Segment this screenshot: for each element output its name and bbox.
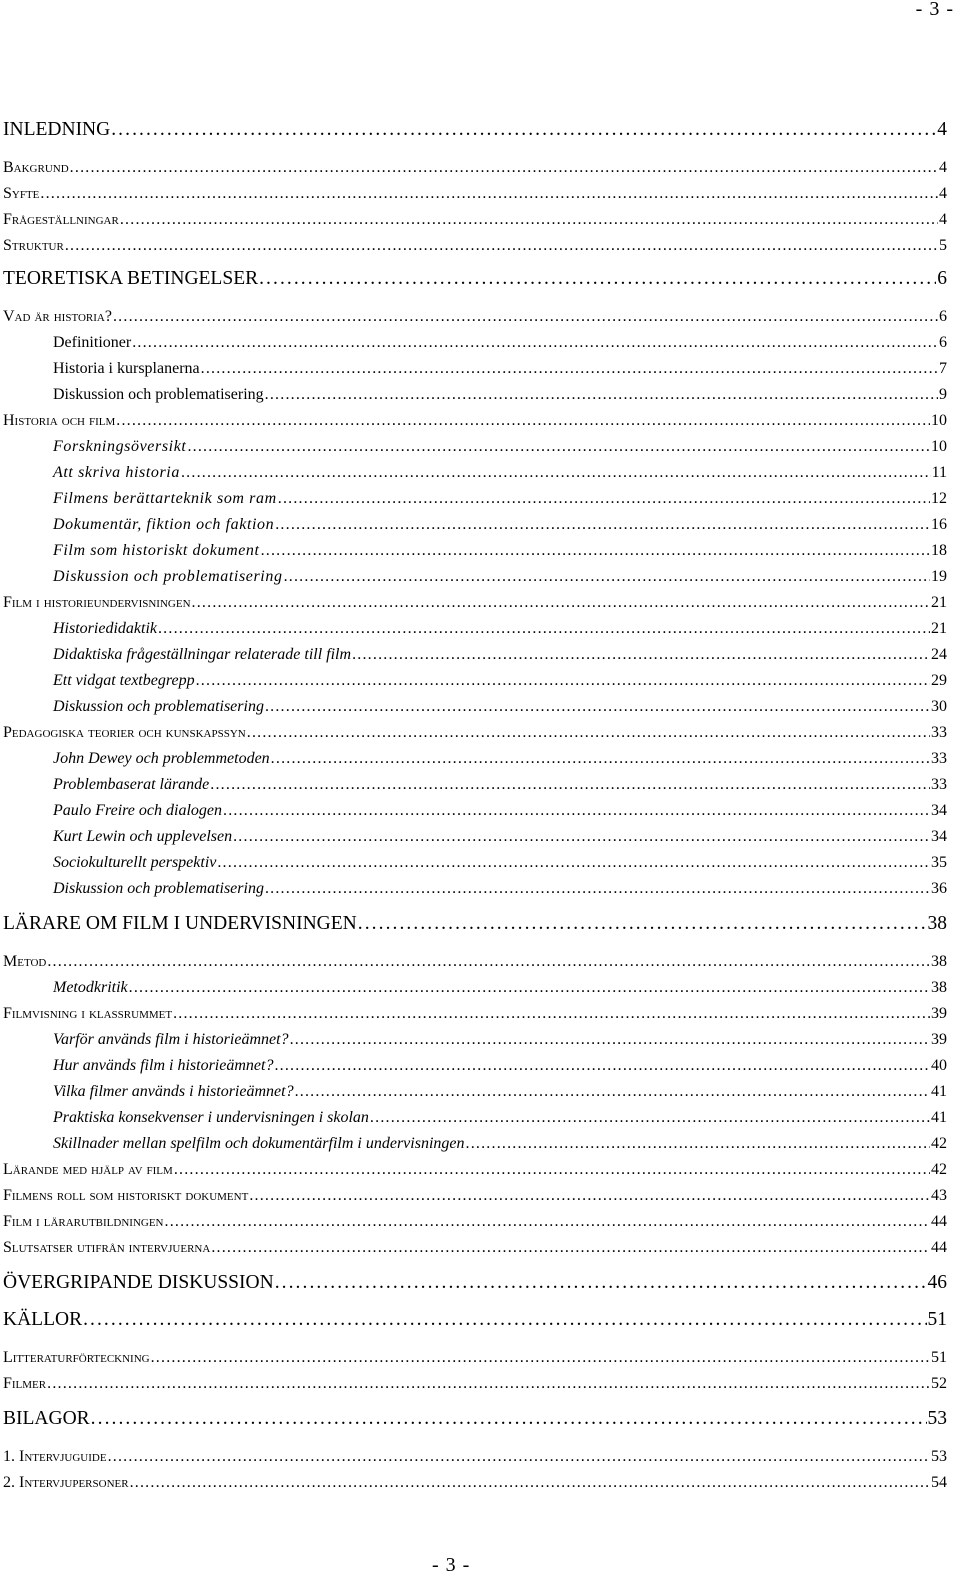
toc-entry-page: 51 — [927, 1309, 947, 1330]
toc-entry[interactable] — [3, 1001, 947, 1027]
toc-entry[interactable] — [3, 460, 947, 486]
toc-entry-title: BILAGOR — [3, 1408, 90, 1429]
toc-entry-page: 54 — [931, 1474, 947, 1491]
toc-entry-page: 38 — [931, 979, 947, 996]
toc-entry-page: 33 — [931, 750, 947, 767]
toc-entry-page: 11 — [931, 464, 947, 481]
toc-entry-page: 5 — [939, 237, 947, 254]
toc-dot-leader — [91, 1405, 927, 1432]
toc-entry[interactable] — [3, 1444, 947, 1470]
toc-entry-title: Litteraturförteckning — [3, 1349, 150, 1366]
toc-entry-title: Praktiska konsekvenser i undervisningen i skolan — [53, 1109, 369, 1126]
toc-dot-leader — [47, 949, 930, 975]
toc-entry-title: Struktur — [3, 237, 64, 254]
toc-dot-leader — [113, 304, 938, 330]
toc-entry[interactable] — [3, 772, 947, 798]
toc-entry-page: 46 — [927, 1272, 947, 1293]
toc-entry-title: Kurt Lewin och upplevelsen — [53, 828, 233, 845]
toc-entry[interactable] — [3, 538, 947, 564]
toc-entry[interactable] — [3, 590, 947, 616]
toc-dot-leader — [274, 1053, 930, 1079]
toc-entry-title: 1. Intervjuguide — [3, 1448, 107, 1465]
toc-dot-leader — [278, 486, 930, 512]
toc-entry-page: 4 — [937, 119, 947, 140]
toc-entry-title: Sociokulturellt perspektiv — [53, 854, 217, 871]
toc-entry[interactable] — [3, 910, 947, 937]
toc-entry[interactable] — [3, 642, 947, 668]
toc-entry-title: Diskussion och problematisering — [53, 386, 264, 403]
toc-entry-title: Film i lärarutbildningen — [3, 1213, 164, 1230]
toc-entry-title: Skillnader mellan spelfilm och dokumentärfilm i undervisningen — [53, 1135, 465, 1152]
toc-entry[interactable] — [3, 1131, 947, 1157]
toc-entry[interactable] — [3, 512, 947, 538]
toc-entry-title: Forskningsöversikt — [53, 438, 187, 455]
toc-dot-leader — [265, 382, 938, 408]
toc-entry[interactable] — [3, 1183, 947, 1209]
toc-dot-leader — [259, 265, 936, 292]
toc-entry-title: TEORETISKA BETINGELSER — [3, 268, 259, 289]
toc-dot-leader — [217, 850, 930, 876]
page-number-top: - 3 - — [915, 0, 954, 20]
toc-entry-page: 39 — [931, 1031, 947, 1048]
toc-entry[interactable] — [3, 330, 947, 356]
toc-entry-page: 44 — [931, 1239, 947, 1256]
toc-dot-leader — [158, 616, 930, 642]
toc-dot-leader — [265, 876, 930, 902]
toc-entry[interactable] — [3, 1269, 947, 1296]
toc-entry-title: Dokumentär, fiktion och faktion — [53, 516, 275, 533]
toc-dot-leader — [151, 1345, 930, 1371]
toc-entry-page: 38 — [927, 913, 947, 934]
toc-dot-leader — [192, 590, 930, 616]
toc-entry-page: 41 — [931, 1083, 947, 1100]
toc-entry-page: 33 — [931, 776, 947, 793]
toc-entry-page: 18 — [931, 542, 947, 559]
toc-entry-title: Filmens roll som historiskt dokument — [3, 1187, 249, 1204]
toc-entry-title: Metod — [3, 953, 47, 970]
toc-entry-page: 39 — [931, 1005, 947, 1022]
toc-entry-page: 43 — [931, 1187, 947, 1204]
toc-entry[interactable] — [3, 265, 947, 292]
toc-entry-title: Diskussion och problematisering — [53, 880, 264, 897]
toc-dot-leader — [466, 1131, 931, 1157]
toc-entry-page: 38 — [931, 953, 947, 970]
toc-entry[interactable] — [3, 181, 947, 207]
toc-dot-leader — [223, 798, 930, 824]
toc-dot-leader — [181, 460, 931, 486]
toc-entry-page: 41 — [931, 1109, 947, 1126]
toc-dot-leader — [201, 356, 938, 382]
toc-dot-leader — [65, 233, 938, 259]
toc-entry-title: Historia och film — [3, 412, 116, 429]
toc-entry[interactable] — [3, 975, 947, 1001]
toc-dot-leader — [40, 181, 938, 207]
toc-entry-title: Paulo Freire och dialogen — [53, 802, 222, 819]
toc-entry-title: 2. Intervjupersoner — [3, 1474, 129, 1491]
toc-dot-leader — [211, 1235, 930, 1261]
toc-dot-leader — [295, 1079, 930, 1105]
toc-entry-title: Lärande med hjälp av film — [3, 1161, 173, 1178]
toc-entry-page: 4 — [939, 211, 947, 228]
toc-entry-title: Frågeställningar — [3, 211, 119, 228]
toc-dot-leader — [70, 155, 938, 181]
toc-dot-leader — [352, 642, 930, 668]
toc-dot-leader — [233, 824, 930, 850]
toc-entry[interactable] — [3, 876, 947, 902]
toc-dot-leader — [173, 1001, 930, 1027]
toc-entry-title: Vilka filmer används i historieämnet? — [53, 1083, 294, 1100]
toc-entry[interactable] — [3, 798, 947, 824]
toc-entry-title: Filmer — [3, 1375, 47, 1392]
toc-entry-title: KÄLLOR — [3, 1309, 83, 1330]
toc-entry[interactable] — [3, 694, 947, 720]
toc-dot-leader — [196, 668, 930, 694]
toc-entry[interactable] — [3, 824, 947, 850]
toc-entry[interactable] — [3, 116, 947, 143]
toc-entry[interactable] — [3, 382, 947, 408]
toc-entry-title: Hur används film i historieämnet? — [53, 1057, 274, 1074]
toc-entry-page: 4 — [939, 185, 947, 202]
toc-dot-leader — [165, 1209, 931, 1235]
toc-entry-title: Att skriva historia — [53, 464, 180, 481]
table-of-contents — [3, 112, 947, 1496]
toc-entry-title: LÄRARE OM FILM I UNDERVISNINGEN — [3, 913, 357, 934]
toc-entry-title: Film som historiskt dokument — [53, 542, 260, 559]
toc-entry-page: 24 — [931, 646, 947, 663]
toc-entry-title: INLEDNING — [3, 119, 111, 140]
toc-dot-leader — [129, 975, 930, 1001]
toc-entry-page: 42 — [931, 1161, 947, 1178]
toc-entry[interactable] — [3, 207, 947, 233]
toc-entry[interactable] — [3, 1105, 947, 1131]
toc-dot-leader — [130, 1470, 930, 1496]
toc-entry-title: Filmvisning i klassrummet — [3, 1005, 173, 1022]
toc-dot-leader — [174, 1157, 930, 1183]
toc-entry[interactable] — [3, 616, 947, 642]
toc-entry-page: 6 — [939, 308, 947, 325]
toc-entry-title: Pedagogiska teorier och kunskapssyn — [3, 724, 246, 741]
toc-entry[interactable] — [3, 356, 947, 382]
toc-entry-page: 21 — [931, 594, 947, 611]
toc-entry-page: 34 — [931, 802, 947, 819]
toc-entry[interactable] — [3, 746, 947, 772]
toc-entry-page: 53 — [927, 1408, 947, 1429]
toc-dot-leader — [358, 910, 927, 937]
toc-entry[interactable] — [3, 668, 947, 694]
toc-entry-page: 40 — [931, 1057, 947, 1074]
toc-entry[interactable] — [3, 304, 947, 330]
toc-dot-leader — [116, 408, 930, 434]
toc-dot-leader — [210, 772, 930, 798]
toc-entry[interactable] — [3, 1235, 947, 1261]
toc-dot-leader — [187, 434, 930, 460]
toc-entry[interactable] — [3, 1053, 947, 1079]
toc-dot-leader — [265, 694, 930, 720]
toc-entry-title: Ett vidgat textbegrepp — [53, 672, 195, 689]
toc-dot-leader — [249, 1183, 930, 1209]
toc-entry[interactable] — [3, 155, 947, 181]
toc-entry-page: 42 — [931, 1135, 947, 1152]
toc-entry[interactable] — [3, 408, 947, 434]
toc-dot-leader — [271, 746, 930, 772]
toc-dot-leader — [275, 1269, 927, 1296]
toc-entry-title: Historia i kursplanerna — [53, 360, 200, 377]
toc-entry[interactable] — [3, 720, 947, 746]
toc-entry-page: 19 — [931, 568, 947, 585]
toc-entry-title: ÖVERGRIPANDE DISKUSSION — [3, 1272, 274, 1293]
toc-entry[interactable] — [3, 1345, 947, 1371]
toc-entry-page: 30 — [931, 698, 947, 715]
toc-entry-title: Problembaserat lärande — [53, 776, 210, 793]
toc-dot-leader — [284, 564, 930, 590]
toc-dot-leader — [290, 1027, 930, 1053]
toc-entry[interactable] — [3, 1079, 947, 1105]
toc-dot-leader — [83, 1306, 926, 1333]
toc-entry-page: 29 — [931, 672, 947, 689]
toc-entry-page: 10 — [931, 412, 947, 429]
toc-entry-title: Filmens berättarteknik som ram — [53, 490, 277, 507]
toc-entry-title: Metodkritik — [53, 979, 128, 996]
toc-entry-page: 7 — [939, 360, 947, 377]
toc-entry[interactable] — [3, 850, 947, 876]
toc-entry-page: 53 — [931, 1448, 947, 1465]
toc-entry-title: Diskussion och problematisering — [53, 568, 283, 585]
toc-entry[interactable] — [3, 1470, 947, 1496]
toc-entry-title: Film i historieundervisningen — [3, 594, 191, 611]
toc-entry-page: 4 — [939, 159, 947, 176]
toc-entry[interactable] — [3, 564, 947, 590]
toc-entry[interactable] — [3, 1371, 947, 1397]
toc-entry[interactable] — [3, 233, 947, 259]
toc-entry-page: 9 — [939, 386, 947, 403]
toc-entry-title: Bakgrund — [3, 159, 69, 176]
toc-entry-page: 21 — [931, 620, 947, 637]
toc-entry-title: Syfte — [3, 185, 40, 202]
toc-dot-leader — [47, 1371, 930, 1397]
toc-dot-leader — [111, 116, 936, 143]
toc-entry-page: 33 — [931, 724, 947, 741]
toc-entry-page: 16 — [931, 516, 947, 533]
toc-entry-title: Historiedidaktik — [53, 620, 157, 637]
toc-entry-title: Slutsatser utifrån intervjuerna — [3, 1239, 211, 1256]
toc-dot-leader — [108, 1444, 930, 1470]
toc-entry-page: 52 — [931, 1375, 947, 1392]
toc-dot-leader — [247, 720, 930, 746]
toc-entry-title: John Dewey och problemmetoden — [53, 750, 270, 767]
toc-dot-leader — [120, 207, 938, 233]
toc-entry-page: 6 — [939, 334, 947, 351]
toc-entry-page: 36 — [931, 880, 947, 897]
toc-entry-title: Diskussion och problematisering — [53, 698, 264, 715]
toc-entry-title: Definitioner — [53, 334, 132, 351]
toc-dot-leader — [275, 512, 930, 538]
toc-entry[interactable] — [3, 434, 947, 460]
toc-entry[interactable] — [3, 1306, 947, 1333]
toc-entry[interactable] — [3, 1209, 947, 1235]
toc-entry[interactable] — [3, 1157, 947, 1183]
toc-entry[interactable] — [3, 486, 947, 512]
toc-entry-page: 35 — [931, 854, 947, 871]
toc-entry-page: 44 — [931, 1213, 947, 1230]
toc-entry[interactable] — [3, 1027, 947, 1053]
toc-entry-page: 10 — [931, 438, 947, 455]
toc-dot-leader — [132, 330, 938, 356]
page-number-bottom: - 3 - — [432, 1554, 471, 1576]
toc-dot-leader — [261, 538, 930, 564]
toc-entry-title: Varför används film i historieämnet? — [53, 1031, 289, 1048]
toc-entry[interactable] — [3, 1405, 947, 1432]
toc-entry-title: Didaktiska frågeställningar relaterade till film — [53, 646, 352, 663]
toc-entry-page: 51 — [931, 1349, 947, 1366]
toc-entry[interactable] — [3, 949, 947, 975]
toc-entry-page: 34 — [931, 828, 947, 845]
toc-entry-page: 12 — [931, 490, 947, 507]
toc-entry-title: Vad är historia? — [3, 308, 112, 325]
toc-entry-page: 6 — [937, 268, 947, 289]
toc-dot-leader — [370, 1105, 930, 1131]
